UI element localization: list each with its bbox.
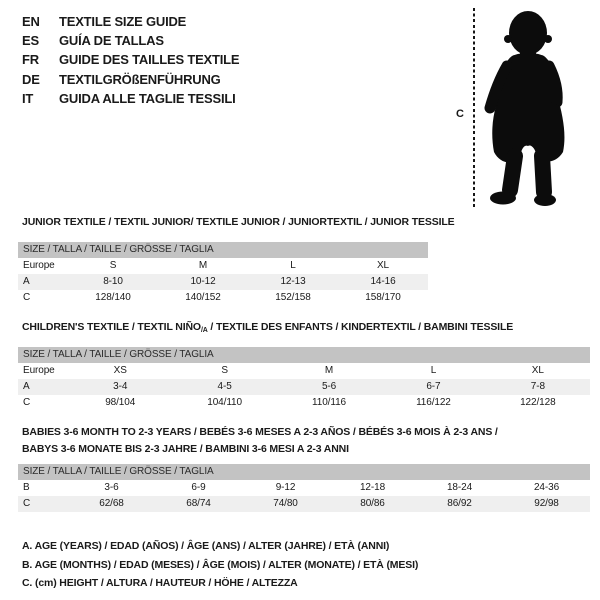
row-label: C [23, 397, 31, 408]
size-cell: 14-16 [370, 276, 396, 287]
lang-row-fr [22, 50, 239, 69]
size-cell: 9-12 [275, 482, 296, 493]
row-label: C [23, 498, 31, 509]
size-cell: L [290, 260, 296, 271]
lang-row-es [22, 31, 239, 50]
size-table-row [18, 274, 428, 290]
section-title-line [22, 319, 513, 339]
size-cell: 86/92 [447, 498, 472, 509]
lang-code: DE [22, 71, 40, 87]
size-cell: 12-13 [280, 276, 306, 287]
section-title-line: BABIES 3-6 MONTH TO 2-3 YEARS / BEBÉS 3-6 MESES A 2-3 AÑOS / BÉBÉS 3-6 MOIS À 2-3 ANS / [22, 426, 498, 438]
size-cell: 7-8 [530, 381, 545, 392]
size-cell: 3-4 [113, 381, 128, 392]
size-cell: L [430, 365, 437, 376]
size-cell: 122/128 [520, 397, 556, 408]
size-table-row [18, 258, 428, 274]
size-cell: S [109, 260, 117, 271]
size-cell: 104/110 [207, 397, 242, 408]
junior-section-title [22, 214, 454, 231]
section-title-line: BABYS 3-6 MONATE BIS 2-3 JAHRE / BAMBINI 3-6 MESI A 2-3 ANNI [22, 443, 349, 455]
size-cell: 3-6 [104, 482, 119, 493]
size-cell: 152/158 [275, 292, 311, 303]
lang-label: GUIDE DES TAILLES TEXTILE [59, 52, 240, 68]
size-cell: XL [376, 260, 390, 271]
lang-label: TEXTILGRÖßENFÜHRUNG [59, 71, 221, 87]
row-label: C [23, 292, 31, 303]
language-title-list [22, 12, 239, 108]
lang-code: ES [22, 33, 39, 49]
size-cell: 5-6 [321, 381, 337, 392]
size-table-header: SIZE / TALLA / TAILLE / GRÖSSE / TAGLIA [18, 242, 428, 258]
height-dashed-line [473, 8, 475, 208]
row-label: A [23, 381, 30, 392]
size-cell: 74/80 [273, 498, 298, 509]
size-cell: 68/74 [186, 498, 211, 509]
title-pre: CHILDREN'S TEXTILE / TEXTIL NIÑO [22, 321, 201, 333]
lang-label: GUIDA ALLE TAGLIE TESSILI [59, 90, 236, 106]
babies-size-table [18, 464, 590, 512]
size-table-row [18, 480, 590, 496]
size-cell: 80/86 [360, 498, 385, 509]
size-table-rows [18, 480, 590, 512]
row-label: Europe [23, 365, 55, 376]
size-cell: 92/98 [534, 498, 559, 509]
legend-note-c: C. (cm) HEIGHT / ALTURA / HAUTEUR / HÖHE / ALTEZZA [22, 577, 298, 590]
size-cell: 12-18 [359, 482, 386, 493]
lang-label: GUÍA DE TALLAS [59, 33, 164, 49]
babies-section-title [22, 424, 498, 458]
lang-label: TEXTILE SIZE GUIDE [59, 14, 187, 29]
size-cell: 128/140 [95, 292, 131, 303]
size-cell: 4-5 [217, 381, 232, 392]
size-cell: 62/68 [99, 498, 124, 509]
size-cell: 98/104 [105, 397, 136, 408]
size-cell: XL [531, 365, 544, 376]
row-label: A [23, 276, 30, 287]
size-table-row [18, 363, 590, 379]
size-table-header: SIZE / TALLA / TAILLE / GRÖSSE / TAGLIA [18, 347, 590, 363]
lang-code: EN [22, 14, 40, 29]
size-table-row [18, 290, 428, 306]
size-cell: 158/170 [365, 292, 401, 303]
baby-silhouette-icon [482, 6, 576, 210]
legend-note-b: B. AGE (MONTHS) / EDAD (MESES) / ÂGE (MOIS) / ALTER (MONATE) / ETÀ (MESI) [22, 558, 419, 571]
size-table-rows [18, 363, 590, 411]
size-cell: 10-12 [190, 276, 216, 287]
size-cell: 110/116 [312, 397, 346, 408]
size-table-row [18, 379, 590, 395]
size-cell: 140/152 [185, 292, 221, 303]
junior-size-table [18, 242, 428, 306]
size-table-row [18, 496, 590, 512]
row-label: B [23, 482, 30, 493]
size-cell: M [198, 260, 208, 271]
children-size-table [18, 347, 590, 411]
section-title-line: JUNIOR TEXTILE / TEXTIL JUNIOR/ TEXTILE JUNIOR / JUNIORTEXTIL / JUNIOR TESSILE [22, 216, 455, 228]
size-table-rows [18, 258, 428, 306]
row-label: Europe [23, 260, 55, 271]
size-cell: 6-9 [191, 482, 206, 493]
size-cell: 6-7 [426, 381, 441, 392]
children-section-title [22, 319, 513, 339]
size-cell: M [324, 365, 334, 376]
size-cell: 8-10 [103, 276, 123, 287]
size-cell: XS [113, 365, 127, 376]
size-table-header: SIZE / TALLA / TAILLE / GRÖSSE / TAGLIA [18, 464, 590, 480]
size-cell: 18-24 [446, 482, 473, 493]
lang-code: FR [22, 52, 39, 68]
legend-note-a: A. AGE (YEARS) / EDAD (AÑOS) / ÂGE (ANS) / ALTER (JAHRE) / ETÀ (ANNI) [22, 540, 390, 552]
size-cell: S [221, 365, 228, 376]
title-post: / TEXTILE DES ENFANTS / KINDERTEXTIL / BAMBINI TESSILE [207, 321, 514, 333]
height-measure-label: C [456, 108, 464, 120]
size-cell: 116/122 [416, 397, 451, 408]
size-cell: 24-36 [533, 482, 560, 493]
lang-code: IT [22, 90, 34, 106]
lang-row-en [22, 12, 239, 31]
legend-notes [22, 537, 418, 593]
lang-row-de [22, 70, 239, 89]
title-subscript: /A [200, 327, 208, 334]
lang-row-it [22, 89, 239, 108]
size-table-row [18, 395, 590, 411]
